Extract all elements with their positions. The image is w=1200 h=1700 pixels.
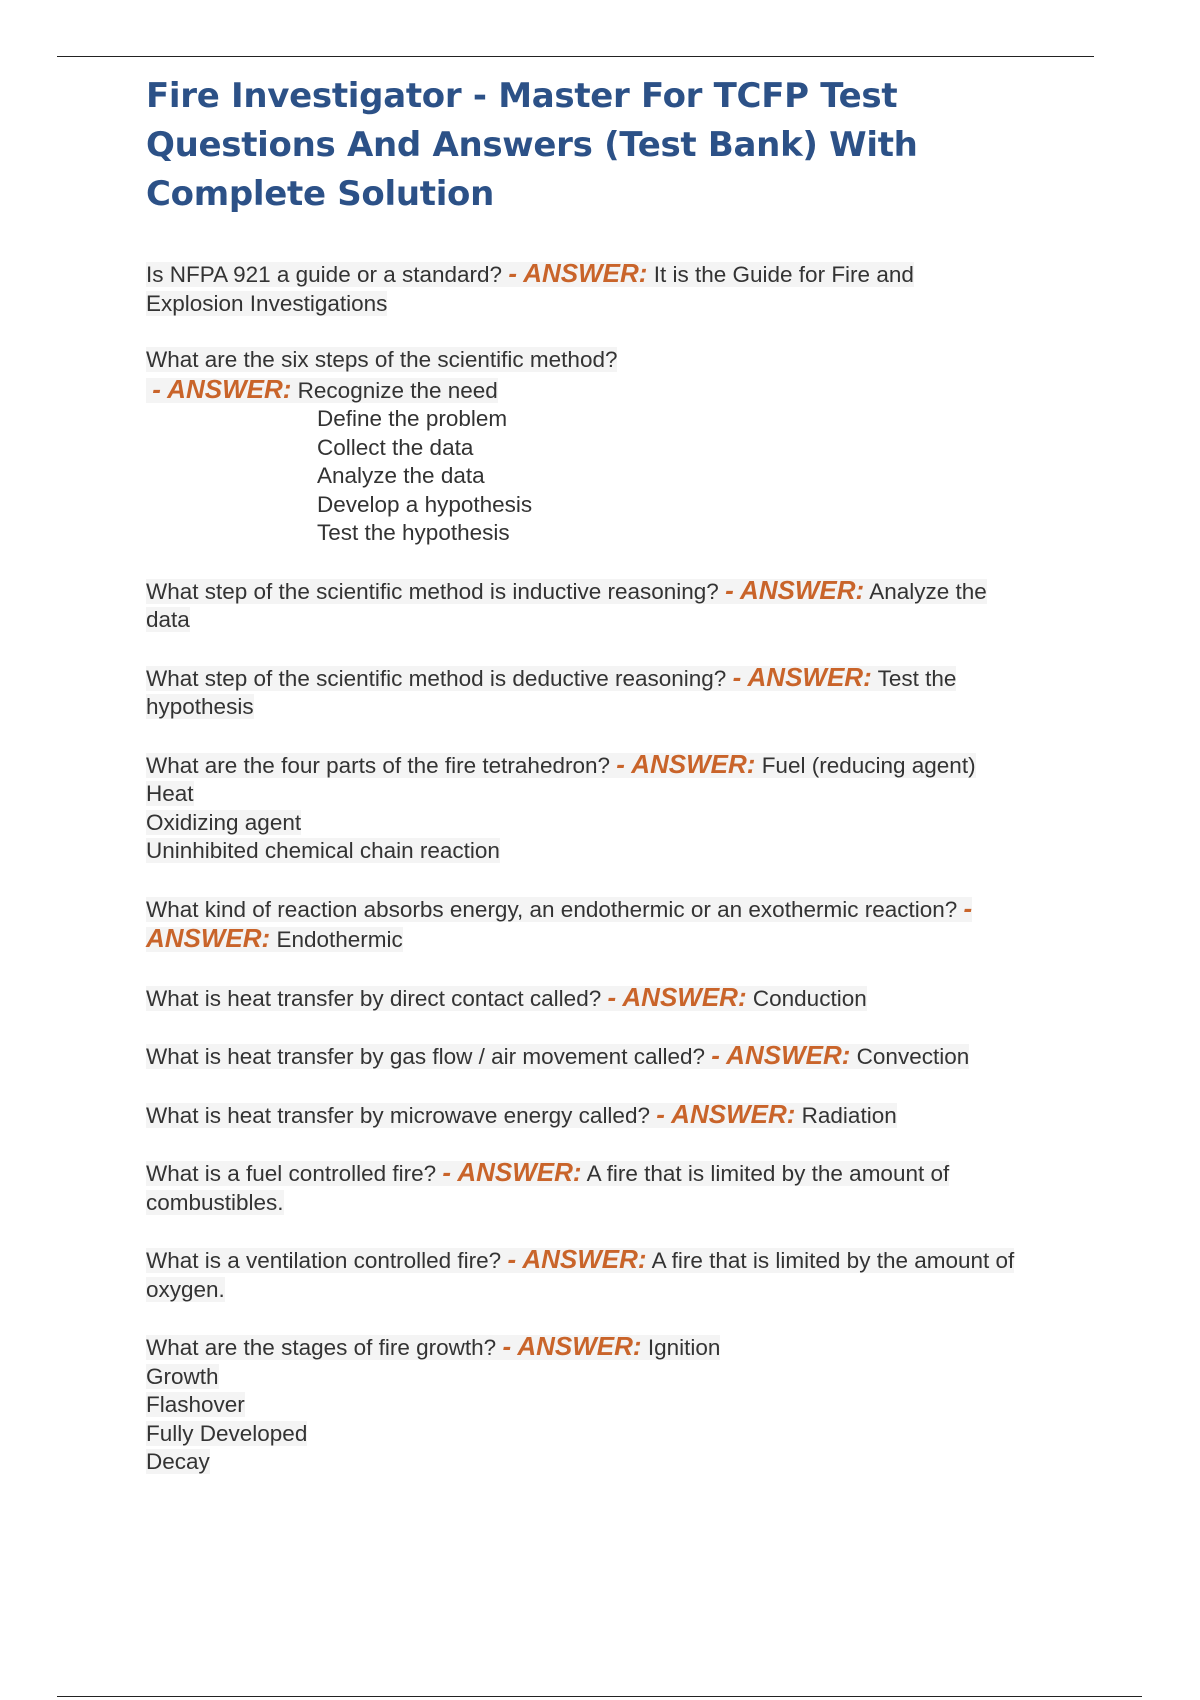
answer-tag: - ANSWER:: [732, 661, 872, 692]
answer-tag: - ANSWER:: [616, 748, 756, 779]
answer-step: Test the hypothesis: [317, 520, 510, 545]
question-text: What is heat transfer by microwave energy called?: [146, 1102, 650, 1128]
answer-text-continued: hypothesis: [146, 694, 254, 719]
qa-item-radiation: [146, 1100, 1096, 1131]
answer-text-continued: combustibles.: [146, 1189, 284, 1215]
answer-text: Radiation: [801, 1102, 897, 1128]
document-body: [146, 72, 1096, 1505]
answer-list-item: Flashover: [146, 1392, 245, 1417]
answer-list-item: Uninhibited chemical chain reaction: [146, 838, 500, 863]
answer-text: Endothermic: [276, 927, 403, 952]
answer-list-item: Growth: [146, 1363, 219, 1389]
qa-item-deductive-reasoning: [146, 663, 1096, 722]
qa-item-fire-growth-stages: [146, 1332, 1096, 1477]
answer-tag: - ANSWER:: [508, 258, 648, 288]
answer-tag: - ANSWER:: [607, 981, 747, 1012]
answer-step: Develop a hypothesis: [317, 491, 533, 517]
bottom-rule: [57, 1696, 1142, 1697]
answer-text-continued: data: [146, 607, 190, 632]
qa-item-convection: [146, 1041, 1096, 1072]
answer-step: Collect the data: [317, 434, 474, 460]
qa-item-fuel-controlled-fire: [146, 1158, 1096, 1217]
answer-text: Ignition: [647, 1335, 721, 1360]
qa-item-reaction-type: [146, 894, 1096, 955]
answer-text: Recognize the need: [297, 377, 498, 403]
answer-text: It is the Guide for Fire and: [653, 262, 914, 287]
question-text: What is heat transfer by direct contact called?: [146, 985, 602, 1011]
answer-tag: - ANSWER:: [656, 1098, 796, 1129]
question-text: What step of the scientific method is inductive reasoning?: [146, 578, 719, 604]
answer-text-continued: Explosion Investigations: [146, 290, 388, 316]
answer-text: Conduction: [752, 985, 867, 1011]
answer-step: Define the problem: [317, 406, 508, 431]
question-text: What is heat transfer by gas flow / air movement called?: [146, 1044, 705, 1069]
qa-item-ventilation-controlled-fire: [146, 1245, 1096, 1304]
answer-text-continued: oxygen.: [146, 1276, 225, 1302]
document-title: Fire Investigator - Master For TCFP Test Questions And Answers (Test Bank) With Complete Solution: [146, 76, 918, 214]
answer-tag: - ANSWER:: [152, 373, 292, 404]
question-text: What are the stages of fire growth?: [146, 1335, 497, 1360]
answer-list-item: Oxidizing agent: [146, 809, 302, 835]
question-text: What is a ventilation controlled fire?: [146, 1248, 502, 1273]
question-text: What is a fuel controlled fire?: [146, 1161, 437, 1186]
answer-step: Analyze the data: [317, 463, 485, 488]
question-text: Is NFPA 921 a guide or a standard?: [146, 262, 503, 287]
qa-item-inductive-reasoning: [146, 576, 1096, 635]
question-text: What are the four parts of the fire tetrahedron?: [146, 752, 611, 778]
top-rule: [57, 56, 1094, 57]
answer-tag: - ANSWER:: [711, 1040, 851, 1070]
qa-item-scientific-method: [146, 346, 1096, 548]
answer-text: A fire that is limited by the amount of: [651, 1248, 1015, 1273]
answer-tag: - ANSWER:: [507, 1244, 647, 1274]
question-text: What step of the scientific method is deductive reasoning?: [146, 665, 727, 691]
answer-text: Test the: [877, 665, 957, 691]
qa-item-nfpa-921: [146, 259, 1096, 318]
answer-tag: ANSWER:: [146, 923, 271, 953]
answer-text: Analyze the: [869, 578, 987, 604]
answer-text: A fire that is limited by the amount of: [586, 1161, 950, 1186]
qa-item-fire-tetrahedron: [146, 750, 1096, 866]
answer-list-item: Fully Developed: [146, 1420, 308, 1446]
answer-list-item: Decay: [146, 1449, 210, 1474]
answer-tag: - ANSWER:: [502, 1331, 642, 1361]
answer-text: Fuel (reducing agent): [761, 752, 976, 778]
question-text: What are the six steps of the scientific method?: [146, 347, 618, 372]
answer-tag-dash: -: [963, 892, 973, 923]
answer-text: Convection: [856, 1044, 970, 1069]
question-text: What kind of reaction absorbs energy, an endothermic or an exothermic reaction?: [146, 896, 958, 922]
answer-tag: - ANSWER:: [442, 1157, 582, 1187]
qa-item-conduction: [146, 983, 1096, 1014]
answer-tag: - ANSWER:: [725, 574, 865, 605]
answer-list-item: Heat: [146, 781, 194, 806]
